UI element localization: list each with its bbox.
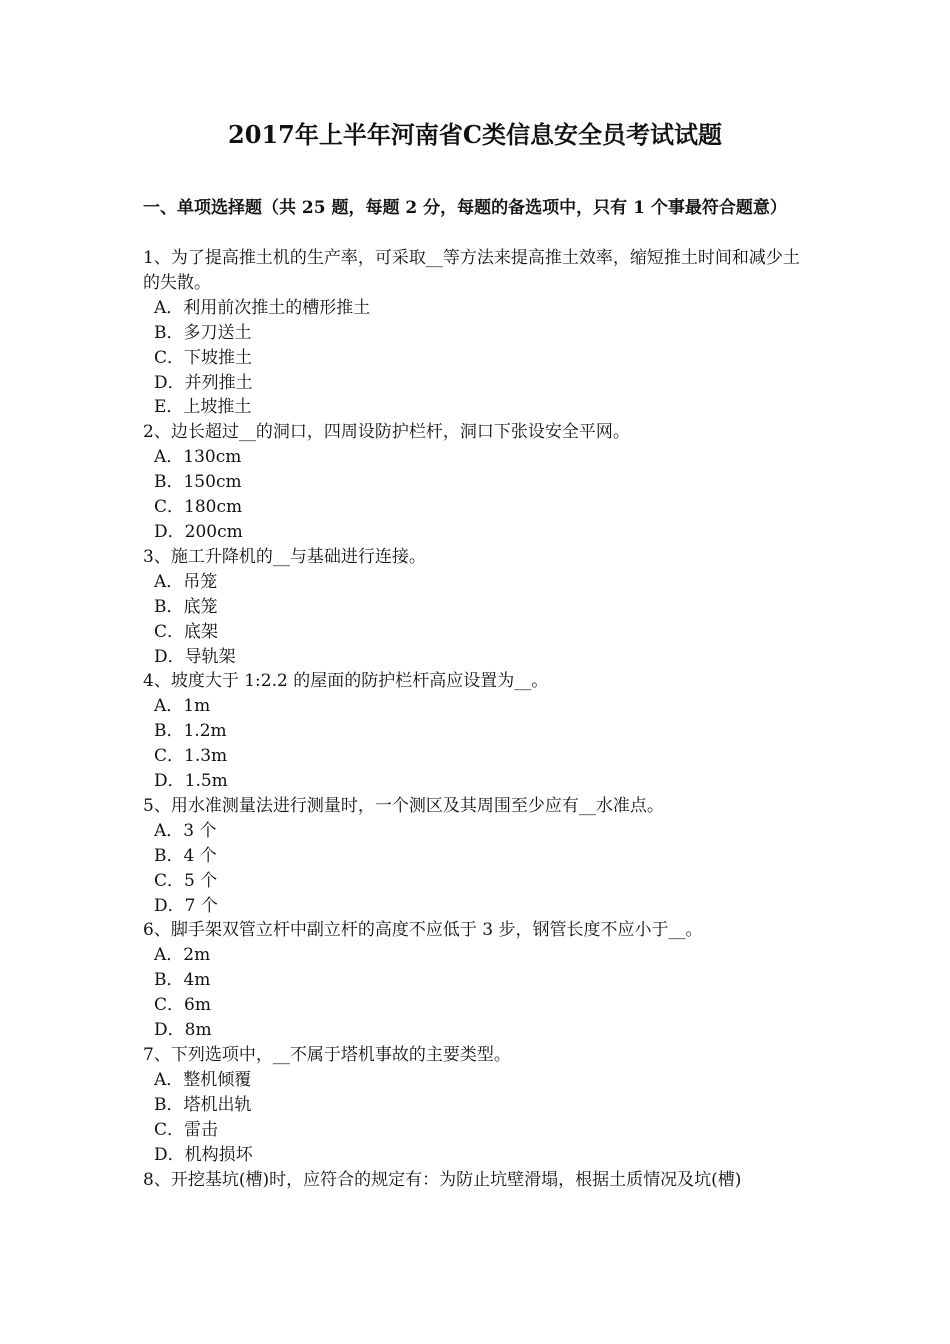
answer-option: C．6m xyxy=(154,995,211,1016)
answer-option: C．底架 xyxy=(154,621,219,642)
question-stem: 1、为了提高推土机的生产率，可采取__等方法来提高推土效率，缩短推土时间和减少土的失散。 xyxy=(143,248,800,293)
answer-option: E．上坡推土 xyxy=(154,397,252,418)
answer-option: B．4m xyxy=(154,970,211,991)
answer-option: D．7 个 xyxy=(154,895,218,916)
question-list xyxy=(143,246,811,1192)
answer-option: D．8m xyxy=(154,1020,212,1041)
document-title: 2017年上半年河南省C类信息安全员考试试题 xyxy=(228,120,722,149)
answer-option: B．150cm xyxy=(154,472,242,493)
answer-option: D．200cm xyxy=(154,521,243,542)
question-stem: 8、开挖基坑(槽)时，应符合的规定有：为防止坑壁滑塌，根据土质情况及坑(槽) xyxy=(143,1169,742,1190)
answer-option: C．雷击 xyxy=(154,1119,219,1140)
section-heading: 一、单项选择题（共 25 题，每题 2 分，每题的备选项中，只有 1 个事最符合题意） xyxy=(143,198,787,218)
question-stem: 3、施工升降机的__与基础进行连接。 xyxy=(143,546,426,567)
question-stem: 5、用水准测量法进行测量时，一个测区及其周围至少应有__水准点。 xyxy=(143,795,664,816)
answer-option: A．利用前次推土的槽形推土 xyxy=(154,297,371,318)
answer-option: C．下坡推土 xyxy=(154,347,253,368)
answer-option: D．1.5m xyxy=(154,771,228,792)
question-stem: 4、坡度大于 1:2.2 的屋面的防护栏杆高应设置为__。 xyxy=(143,671,549,692)
answer-option: A．1m xyxy=(154,696,211,717)
answer-option: A．2m xyxy=(154,945,211,966)
answer-option: B．4 个 xyxy=(154,845,217,866)
answer-option: C．180cm xyxy=(154,497,243,518)
answer-option: B．底笼 xyxy=(154,596,218,617)
answer-option: B．多刀送土 xyxy=(154,322,252,343)
answer-option: A．整机倾覆 xyxy=(154,1069,252,1090)
answer-option: A．130cm xyxy=(154,447,242,468)
question-stem: 7、下列选项中，__不属于塔机事故的主要类型。 xyxy=(143,1045,511,1065)
answer-option: D．机构损坏 xyxy=(154,1144,253,1165)
answer-option: B．塔机出轨 xyxy=(154,1094,252,1115)
question-stem: 6、脚手架双管立杆中副立杆的高度不应低于 3 步，钢管长度不应小于__。 xyxy=(143,920,703,941)
question-stem: 2、边长超过__的洞口，四周设防护栏杆，洞口下张设安全平网。 xyxy=(143,422,630,443)
answer-option: B．1.2m xyxy=(154,721,227,742)
answer-option: C．1.3m xyxy=(154,746,228,767)
answer-option: D．导轨架 xyxy=(154,646,236,667)
answer-option: A．3 个 xyxy=(154,820,217,841)
answer-option: D．并列推土 xyxy=(154,372,253,393)
answer-option: C．5 个 xyxy=(154,870,218,891)
answer-option: A．吊笼 xyxy=(154,571,218,592)
